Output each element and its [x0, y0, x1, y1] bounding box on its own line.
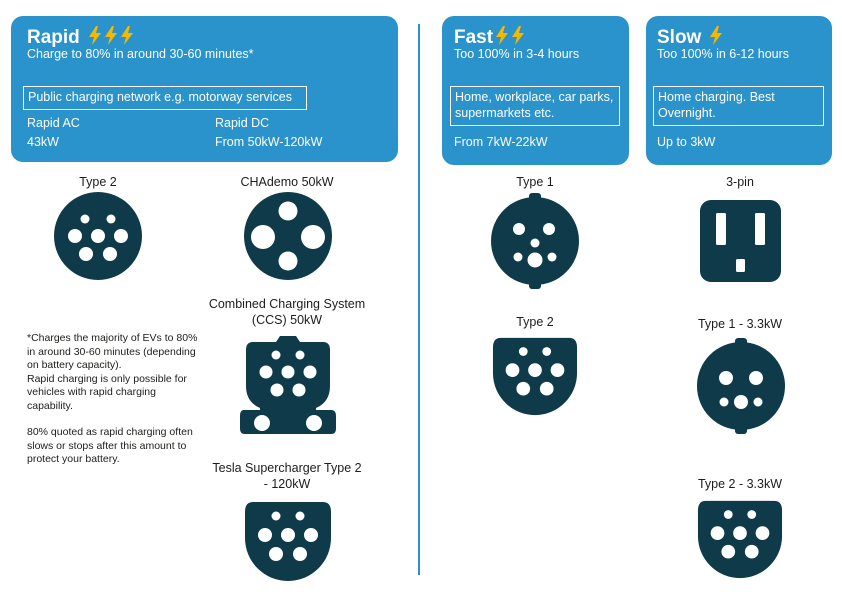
lightning-bolt-icon — [89, 26, 101, 45]
lightning-bolt-icon — [512, 26, 524, 45]
slow-type1-label: Type 1 - 3.3kW — [697, 317, 783, 331]
fast-type2-label: Type 2 — [516, 315, 554, 329]
lightning-bolt-icon — [105, 26, 117, 45]
fast-usage-box: Home, workplace, car parks, supermarkets etc. — [450, 86, 620, 126]
footnote-line — [27, 426, 202, 467]
rapid-dc-label: Rapid DC — [215, 116, 270, 130]
slow-power: Up to 3kW — [657, 135, 716, 149]
type2-connector-icon — [52, 190, 144, 282]
rapid-ac-label: Rapid AC — [27, 116, 80, 130]
slow-3pin-label: 3-pin — [726, 175, 754, 189]
lightning-bolt-icon — [496, 26, 508, 45]
fast-type1-label: Type 1 — [516, 175, 554, 189]
rapid-title: Rapid — [27, 27, 80, 48]
footnote-line — [27, 373, 202, 414]
slow-subtitle: Too 100% in 6-12 hours — [657, 47, 790, 61]
chademo-connector-icon — [243, 191, 333, 281]
footnote — [27, 332, 202, 480]
type2-connector-icon — [491, 333, 579, 417]
tesla-connector-icon — [243, 498, 333, 582]
rapid-panel — [11, 16, 398, 162]
column-divider — [418, 24, 420, 575]
rapid-type2-label: Type 2 — [79, 175, 117, 189]
tesla-label: Tesla Supercharger Type 2 - 120kW — [212, 461, 362, 491]
ccs-label: Combined Charging System (CCS) 50kW — [208, 297, 366, 327]
type1-connector-icon — [696, 338, 786, 435]
rapid-subtitle: Charge to 80% in around 30-60 minutes* — [27, 47, 254, 61]
slow-usage-box: Home charging. Best Overnight. — [653, 86, 824, 126]
slow-bolts — [710, 26, 722, 45]
fast-power: From 7kW-22kW — [454, 135, 548, 149]
type2-connector-icon — [696, 496, 784, 580]
footnote-text: Rapid charging is only possible for vehicles with rapid charging capability. — [27, 372, 187, 412]
footnote-text: *Charges the majority of EVs to 80% in around 30-60 minutes (depending on battery capacity). — [27, 332, 198, 371]
ccs-connector-icon — [240, 336, 336, 435]
lightning-bolt-icon — [121, 26, 133, 45]
fast-subtitle: Too 100% in 3-4 hours — [454, 47, 580, 61]
footnote-line — [27, 332, 202, 373]
lightning-bolt-icon — [710, 26, 722, 45]
rapid-usage-box: Public charging network e.g. motorway services — [23, 86, 307, 110]
footnote-text: 80% quoted as rapid charging often slows or stops after this amount to protect your battery. — [27, 426, 193, 465]
rapid-dc-value: From 50kW-120kW — [215, 135, 323, 149]
chademo-label: CHAdemo 50kW — [240, 175, 334, 189]
type1-connector-icon — [490, 193, 580, 290]
slow-title: Slow — [657, 27, 702, 48]
fast-bolts — [496, 26, 524, 45]
fast-title: Fast — [454, 27, 494, 48]
slow-type2-label: Type 2 - 3.3kW — [697, 477, 783, 491]
fast-panel — [442, 16, 629, 165]
slow-panel — [646, 16, 832, 165]
rapid-ac-value: 43kW — [27, 135, 59, 149]
three-pin-plug-icon — [700, 200, 781, 282]
rapid-bolts — [89, 26, 133, 45]
